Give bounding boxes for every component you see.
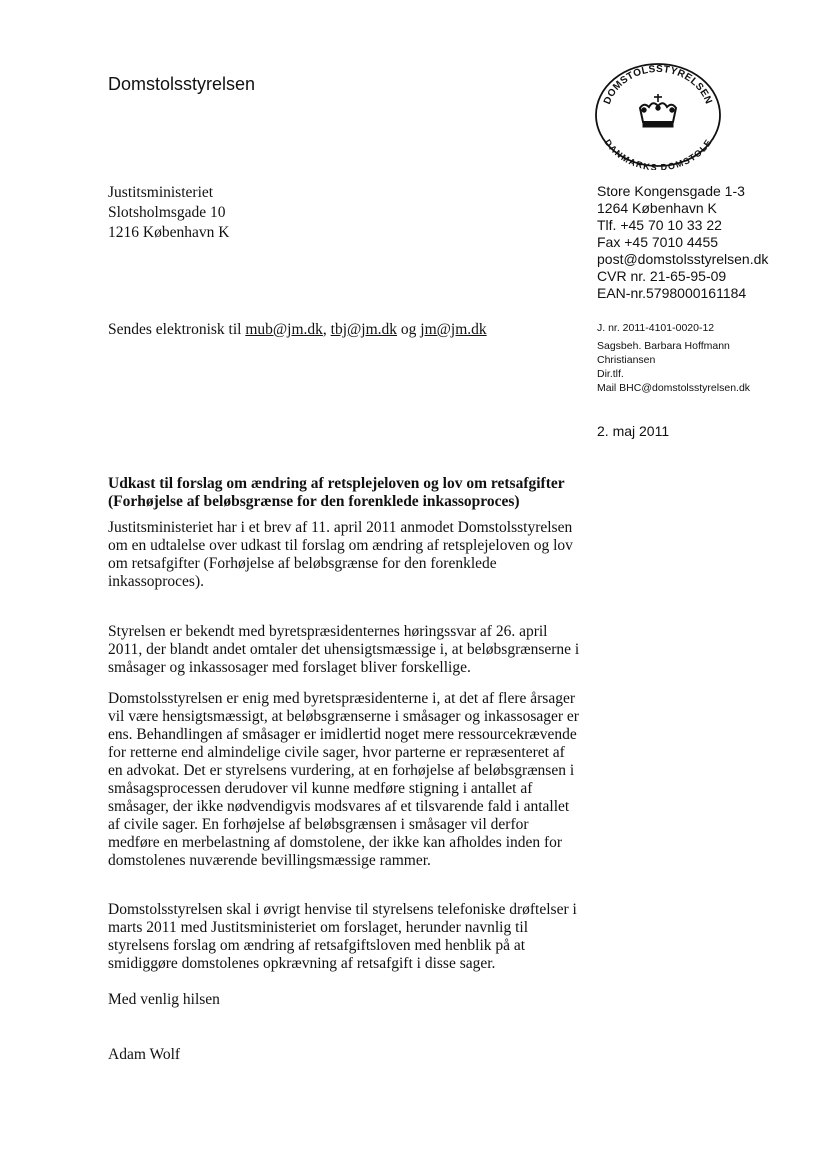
seal-bottom-text: DANMARKS DOMSTOLE xyxy=(602,137,714,170)
text-line: Styrelsen er bekendt med byretspræsidenternes høringssvar af 26. april xyxy=(108,623,548,640)
letter-date: 2. maj 2011 xyxy=(597,423,670,439)
case-info-block xyxy=(597,321,750,395)
case-handler-cont: Christiansen xyxy=(597,354,656,366)
text-line: inkassoproces). xyxy=(108,573,204,590)
text-line: småsager og inkassosager med forslaget bliver forskellige. xyxy=(108,659,471,676)
domstolsstyrelsen-seal-logo xyxy=(592,60,724,170)
text-line: vil være hensigtsmæssigt, at beløbsgrænserne i småsager og inkassosager er xyxy=(108,708,579,725)
body-paragraph-3 xyxy=(108,690,608,870)
closing-greeting: Med venlig hilsen xyxy=(108,991,220,1008)
body-paragraph-1 xyxy=(108,519,608,591)
text-line: Justitsministeriet har i et brev af 11. april 2011 anmodet Domstolsstyrelsen xyxy=(108,519,573,536)
recipient-line: Slotsholmsgade 10 xyxy=(108,204,226,221)
separator: , xyxy=(322,321,331,338)
direct-phone: Dir.tlf. xyxy=(597,368,624,380)
text-line: småsagsprocessen derudover vil kunne medføre stigning i antallet af xyxy=(108,780,533,797)
sender-email: post@domstolsstyrelsen.dk xyxy=(597,251,769,267)
text-line: Domstolsstyrelsen skal i øvrigt henvise til styrelsens telefoniske drøftelser i xyxy=(108,901,577,918)
svg-text:DANMARKS DOMSTOLE xyxy=(603,137,714,170)
sender-fax: Fax +45 7010 4455 xyxy=(597,234,719,250)
seal-top-text: DOMSTOLSSTYRELSEN xyxy=(602,63,714,106)
signature-name: Adam Wolf xyxy=(108,1046,181,1063)
handler-mail: Mail BHC@domstolsstyrelsen.dk xyxy=(597,382,751,394)
text-line: en advokat. Det er styrelsens vurdering, at en forhøjelse af beløbsgrænsen i xyxy=(108,762,575,779)
email-link-mub[interactable]: mub@jm.dk xyxy=(245,321,323,338)
sender-city: 1264 København K xyxy=(597,200,717,216)
sender-cvr: CVR nr. 21-65-95-09 xyxy=(597,268,727,284)
sender-street: Store Kongensgade 1-3 xyxy=(597,183,745,199)
organization-name: Domstolsstyrelsen xyxy=(108,74,256,94)
text-line: styrelsens forslag om ændring af retsafgiftsloven med henblik på at xyxy=(108,937,526,954)
body-paragraph-4 xyxy=(108,901,608,973)
letter-subject xyxy=(108,475,708,511)
recipient-address xyxy=(108,183,229,243)
sender-phone: Tlf. +45 70 10 33 22 xyxy=(597,217,722,233)
sent-electronically-line xyxy=(108,321,487,339)
sent-prefix: Sendes elektronisk til xyxy=(108,321,246,338)
crown-icon xyxy=(640,94,676,127)
subject-line: Udkast til forslag om ændring af retsplejeloven og lov om retsafgifter xyxy=(108,475,565,492)
email-link-jm[interactable]: jm@jm.dk xyxy=(420,321,487,338)
journal-number: J. nr. 2011-4101-0020-12 xyxy=(597,322,715,334)
text-line: smidiggøre domstolenes opkrævning af retsafgift i disse sager. xyxy=(108,955,496,972)
text-line: af civile sager. En forhøjelse af beløbsgrænsen i småsager vil derfor xyxy=(108,816,529,833)
recipient-line: 1216 København K xyxy=(108,224,230,241)
text-line: om retsafgifter (Forhøjelse af beløbsgrænse for den forenklede xyxy=(108,555,497,572)
case-handler: Sagsbeh. Barbara Hoffmann xyxy=(597,340,730,352)
recipient-line: Justitsministeriet xyxy=(108,184,214,201)
text-line: medføre en merbelastning af domstolene, der ikke kan afholdes inden for xyxy=(108,834,563,851)
text-line: om en udtalelse over udkast til forslag om ændring af retsplejeloven og lov xyxy=(108,537,573,554)
text-line: 2011, der blandt andet omtaler det uhensigtsmæssige i, at beløbsgrænserne i xyxy=(108,641,580,658)
subject-line: (Forhøjelse af beløbsgrænse for den forenklede inkassoproces) xyxy=(108,493,520,510)
text-line: småsager, der ikke nødvendigvis modsvares af et tilsvarende fald i antallet xyxy=(108,798,570,815)
text-line: Domstolsstyrelsen er enig med byretspræsidenterne i, at det af flere årsager xyxy=(108,690,575,707)
text-line: marts 2011 med Justitsministeriet om forslaget, herunder navnlig til xyxy=(108,919,529,936)
sender-ean: EAN-nr.5798000161184 xyxy=(597,285,747,301)
text-line: ens. Behandlingen af småsager er imidlertid noget mere ressourcekrævende xyxy=(108,726,577,743)
sender-contact-block xyxy=(597,183,768,302)
text-line: domstolenes nuværende bevillingsmæssige rammer. xyxy=(108,852,431,869)
email-link-tbj[interactable]: tbj@jm.dk xyxy=(330,321,398,338)
body-paragraph-2 xyxy=(108,623,608,677)
text-line: for retterne end almindelige civile sager, hvor parterne er repræsenteret af xyxy=(108,744,565,761)
separator: og xyxy=(397,321,421,338)
